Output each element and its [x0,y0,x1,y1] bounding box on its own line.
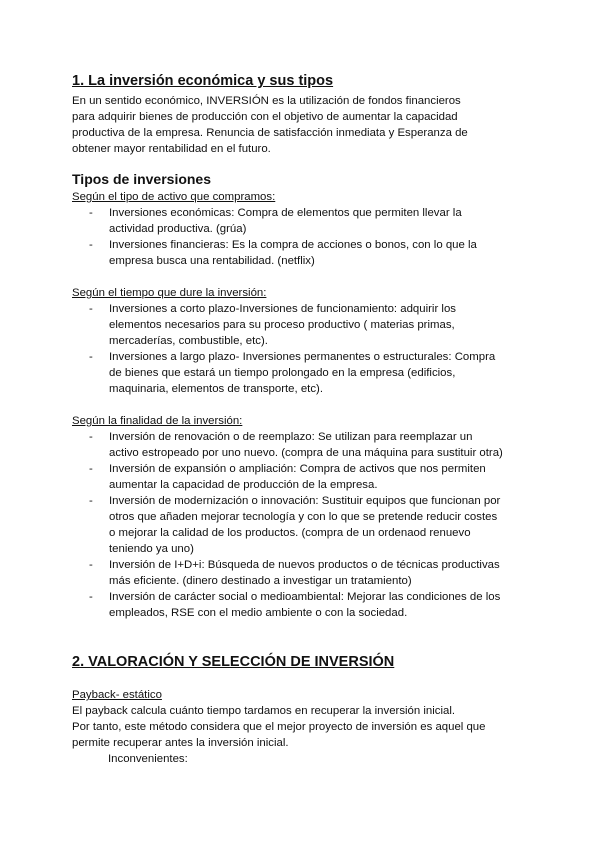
tipos-heading: Tipos de inversiones [72,171,212,187]
text-line: para adquirir bienes de producción con el objetivo de aumentar la capacidad [72,111,458,123]
text-line: otros que añaden mejorar tecnología y con lo que se pretende reducir costes [109,511,498,523]
dash-bullet: - [89,303,93,315]
text-line: Inversión de modernización o innovación: Sustituir equipos que funcionan por [109,495,501,507]
text-line: Inversión de carácter social o medioambiental: Mejorar las condiciones de los [109,591,501,603]
group-title-finalidad: Según la finalidad de la inversión: [72,415,243,427]
text-line: más eficiente. (dinero destinado a investigar un tratamiento) [109,575,412,587]
dash-bullet: - [89,591,93,603]
dash-bullet: - [89,239,93,251]
payback-title: Payback- estático [72,689,162,701]
group-title-activo: Según el tipo de activo que compramos: [72,191,276,203]
text-line: obtener mayor rentabilidad en el futuro. [72,143,271,155]
list-tiempo [72,301,542,397]
text-line: Inversión de I+D+i: Búsqueda de nuevos productos o de técnicas productivas [109,559,500,571]
list-item [72,461,542,493]
text-line: teniendo ya uno) [109,543,194,555]
text-line: maquinaria, elementos de transporte, etc). [109,383,324,395]
text-line: permite recuperar antes la inversión inicial. [72,737,289,749]
section-2-heading: 2. VALORACIÓN Y SELECCIÓN DE INVERSIÓN [72,654,395,670]
list-item [72,493,542,557]
text-line: empleados, RSE con el medio ambiente o con la sociedad. [109,607,408,619]
text-line: elementos necesarios para su proceso productivo ( materias primas, [109,319,455,331]
list-item [72,205,542,237]
text-line: Inversión de expansión o ampliación: Compra de activos que nos permiten [109,463,486,475]
dash-bullet: - [89,431,93,443]
text-line: El payback calcula cuánto tiempo tardamos en recuperar la inversión inicial. [72,705,456,717]
list-item [72,237,542,269]
text-line: Por tanto, este método considera que el mejor proyecto de inversión es aquel que [72,721,486,733]
dash-bullet: - [89,463,93,475]
dash-bullet: - [89,207,93,219]
text-line: Inversiones económicas: Compra de elementos que permiten llevar la [109,207,462,219]
text-line: activo estropeado por uno nuevo. (compra de una máquina para sustituir otra) [109,447,503,459]
list-activo [72,205,542,269]
dash-bullet: - [89,495,93,507]
intro-paragraph [72,93,532,157]
list-item [72,349,542,397]
text-line: Inversiones a largo plazo- Inversiones permanentes o estructurales: Compra [109,351,496,363]
dash-bullet: - [89,351,93,363]
text-line: productiva de la empresa. Renuncia de satisfacción inmediata y Esperanza de [72,127,468,139]
text-line: de bienes que estará un tiempo prolongado en la empresa (edificios, [109,367,456,379]
text-line: o mejorar la calidad de los productos. (compra de un ordenaod renuevo [109,527,471,539]
list-finalidad [72,429,542,621]
list-item [72,557,542,589]
text-line: Inversión de renovación o de reemplazo: Se utilizan para reemplazar un [109,431,473,443]
list-item [72,589,542,621]
group-title-tiempo: Según el tiempo que dure la inversión: [72,287,267,299]
dash-bullet: - [89,559,93,571]
text-line: mercaderías, combustible, etc). [109,335,268,347]
list-item [72,301,542,349]
text-line: empresa busca una rentabilidad. (netflix) [109,255,315,267]
text-line: Inversiones a corto plazo-Inversiones de funcionamiento: adquirir los [109,303,456,315]
text-line: aumentar la capacidad de producción de la empresa. [109,479,378,491]
payback-paragraph [72,703,532,751]
section-1-heading: 1. La inversión económica y sus tipos [72,73,334,89]
text-line: En un sentido económico, INVERSIÓN es la utilización de fondos financieros [72,95,461,107]
inconvenientes-label: Inconvenientes: [108,753,188,765]
list-item [72,429,542,461]
text-line: Inversiones financieras: Es la compra de acciones o bonos, con lo que la [109,239,477,251]
text-line: actividad productiva. (grúa) [109,223,247,235]
